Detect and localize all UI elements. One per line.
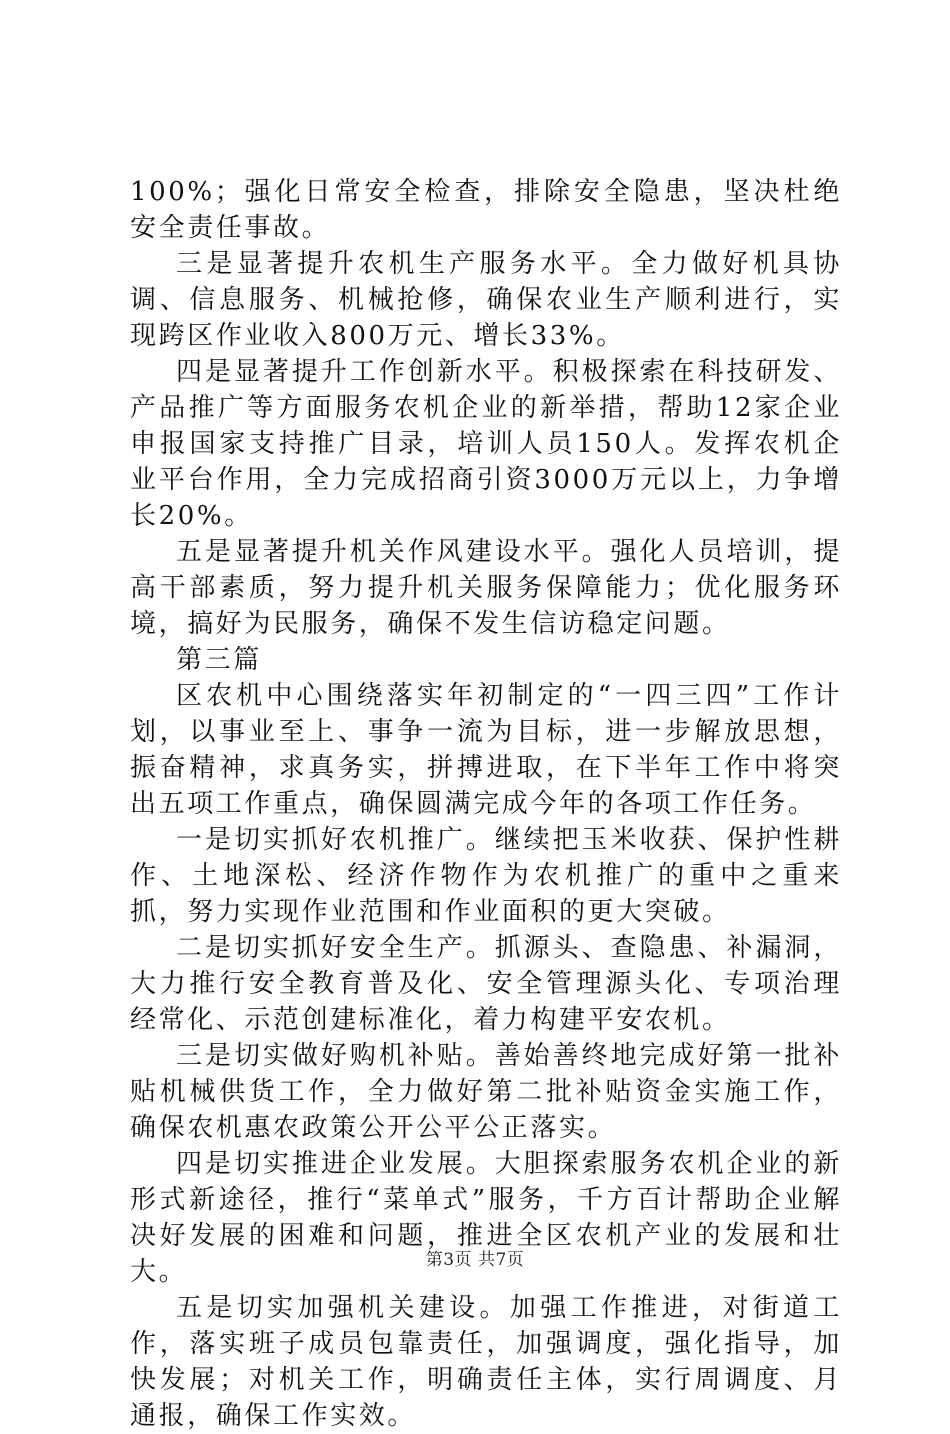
- paragraph-intro: 区农机中心围绕落实年初制定的“一四三四”工作计划，以事业至上、事争一流为目标，进一步解放思想，振奋精神，求真务实，拼搏进取，在下半年工作中将突出五项工作重点，确保圆满完成今年的各项工作任务。: [130, 681, 842, 819]
- page-number-footer: 第3页 共7页: [425, 1250, 525, 1270]
- paragraph-point-four: 四是切实推进企业发展。大胆探索服务农机企业的新形式新途径，推行“菜单式”服务，千方百计帮助企业解决好发展的困难和问题，推进全区农机产业的发展和壮大。: [130, 1149, 842, 1287]
- paragraph-item-four: 四是显著提升工作创新水平。积极探索在科技研发、产品推广等方面服务农机企业的新举措，帮助12家企业申报国家支持推广目录，培训人员150人。发挥农机企业平台作用，全力完成招商引资3000万元以上，力争增长20%。: [130, 357, 842, 531]
- paragraph-point-five: 五是切实加强机关建设。加强工作推进，对街道工作，落实班子成员包靠责任，加强调度，强化指导，加快发展；对机关工作，明确责任主体，实行周调度、月通报，确保工作实效。: [130, 1293, 842, 1431]
- paragraph-item-five: 五是显著提升机关作风建设水平。强化人员培训，提高干部素质，努力提升机关服务保障能力；优化服务环境，搞好为民服务，确保不发生信访稳定问题。: [130, 537, 842, 639]
- paragraph-item-three: 三是显著提升农机生产服务水平。全力做好机具协调、信息服务、机械抢修，确保农业生产顺利进行，实现跨区作业收入800万元、增长33%。: [130, 249, 842, 351]
- paragraph-continuation: 100%；强化日常安全检查，排除安全隐患，坚决杜绝安全责任事故。: [130, 177, 842, 243]
- section-heading: 第三篇: [176, 645, 262, 675]
- paragraph-point-three: 三是切实做好购机补贴。善始善终地完成好第一批补贴机械供货工作，全力做好第二批补贴资金实施工作，确保农机惠农政策公开公平公正落实。: [130, 1041, 842, 1143]
- paragraph-point-one: 一是切实抓好农机推广。继续把玉米收获、保护性耕作、土地深松、经济作物作为农机推广的重中之重来抓，努力实现作业范围和作业面积的更大突破。: [130, 825, 842, 927]
- paragraph-point-two: 二是切实抓好安全生产。抓源头、查隐患、补漏洞，大力推行安全教育普及化、安全管理源头化、专项治理经常化、示范创建标准化，着力构建平安农机。: [130, 933, 842, 1035]
